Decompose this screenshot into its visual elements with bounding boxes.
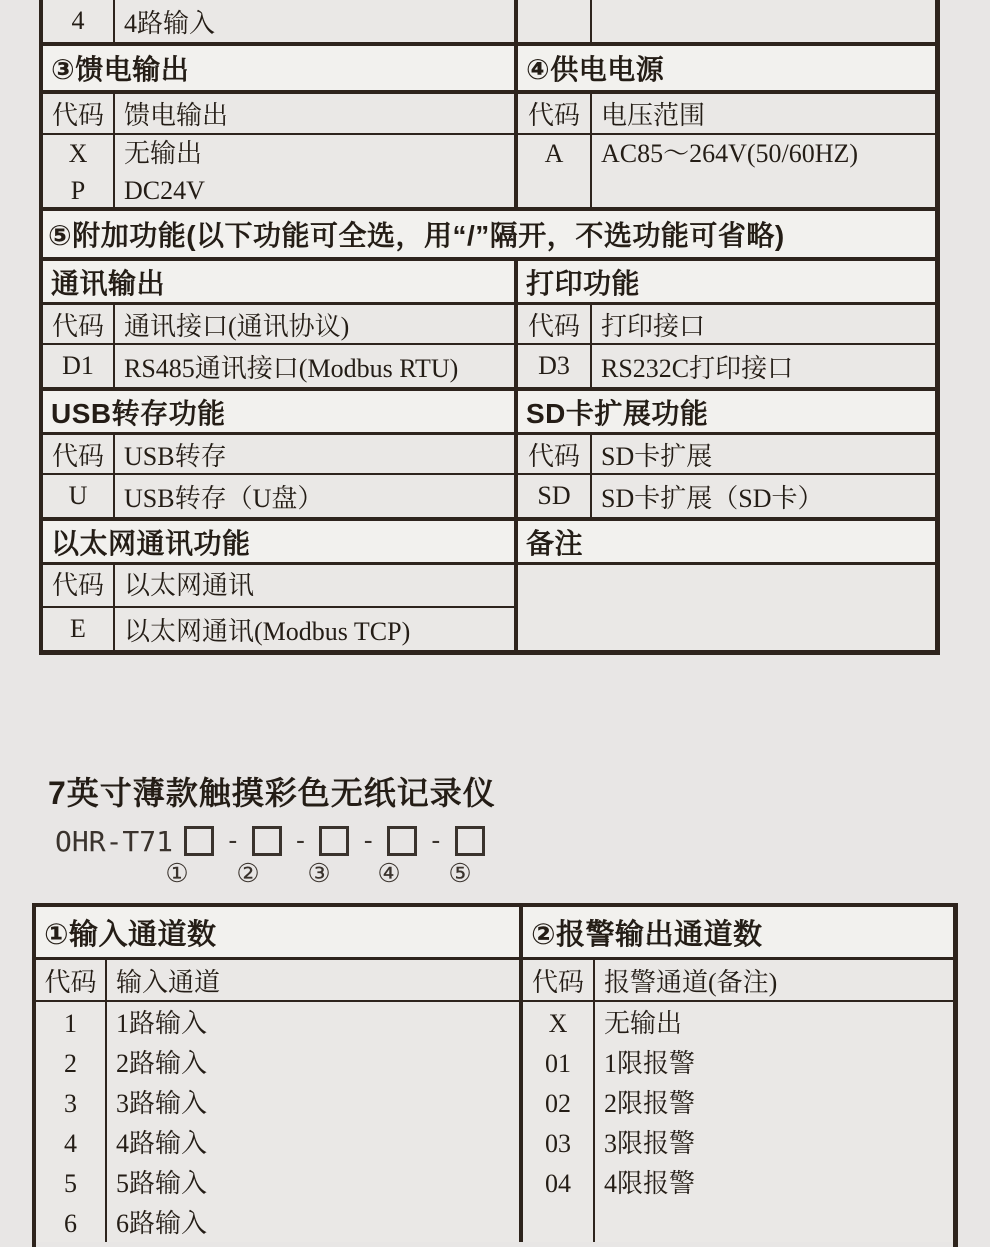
- section-title-feed-output: ③馈电输出: [51, 54, 190, 85]
- position-marker-1: ①: [165, 859, 189, 888]
- code-cell: D1: [62, 351, 94, 380]
- desc-cell: 1限报警: [604, 1049, 696, 1078]
- subsection-title-sd: SD卡扩展功能: [526, 397, 709, 429]
- desc-header: 通讯接口(通讯协议): [124, 311, 350, 341]
- data-row: [43, 606, 514, 650]
- desc-cell: RS485通讯接口(Modbus RTU): [124, 353, 459, 383]
- empty-desc-cell: [592, 0, 935, 42]
- model-prefix: OHR-T71: [55, 824, 174, 858]
- data-row-group: [36, 1000, 953, 1242]
- model-code-box-2: [252, 826, 282, 856]
- column-header-row: [43, 432, 935, 473]
- desc-cell: 1路输入: [116, 1009, 208, 1038]
- subsection-title-remark: 备注: [526, 527, 584, 559]
- desc-cell: 4路输入: [124, 8, 216, 38]
- model-dash: -: [427, 826, 444, 856]
- ordering-code-table-upper: [39, 0, 940, 655]
- section-title-input-channels: ①输入通道数: [44, 918, 217, 951]
- code-cell: 02: [545, 1089, 571, 1118]
- desc-header: 报警通道(备注): [604, 967, 778, 997]
- code-header: 代码: [51, 441, 104, 471]
- subsection-title-row: [43, 517, 935, 562]
- data-row-group: [43, 133, 935, 207]
- subsection-title-row: [43, 387, 935, 432]
- addon-header-row: [43, 207, 935, 257]
- desc-header: 以太网通讯: [124, 571, 255, 600]
- desc-cell: 5路输入: [116, 1169, 208, 1198]
- code-cell: 4: [71, 6, 85, 35]
- model-code-line: [55, 824, 485, 858]
- desc-cell: 4限报警: [604, 1169, 696, 1198]
- desc-cell: RS232C打印接口: [601, 353, 794, 383]
- desc-header: USB转存: [124, 441, 227, 471]
- code-header: 代码: [527, 311, 580, 341]
- desc-cell: 无输出: [604, 1009, 683, 1038]
- code-cell: X: [548, 1009, 568, 1038]
- code-cell: 2: [64, 1049, 77, 1078]
- desc-cell: 4路输入: [116, 1129, 208, 1158]
- desc-cell: 3路输入: [116, 1089, 208, 1118]
- subsection-title-ethernet: 以太网通讯功能: [51, 527, 251, 559]
- code-cell: 6: [64, 1209, 77, 1238]
- desc-cell: SD卡扩展（SD卡）: [601, 483, 824, 513]
- desc-cell: 2限报警: [604, 1089, 696, 1118]
- code-cell: 1: [64, 1009, 77, 1038]
- code-cell: 01: [545, 1049, 571, 1078]
- code-cell: 04: [545, 1169, 571, 1198]
- desc-header: 打印接口: [601, 311, 706, 341]
- code-cell: E: [70, 614, 86, 643]
- model-code-box-5: [455, 826, 485, 856]
- desc-header: SD卡扩展: [601, 441, 713, 471]
- subsection-title-row: [43, 257, 935, 302]
- subsection-title-comm-output: 通讯输出: [51, 267, 166, 299]
- column-header-row: [43, 90, 935, 133]
- section-title-row: [36, 907, 953, 957]
- product-title: 7英寸薄款触摸彩色无纸记录仪: [48, 775, 496, 811]
- data-row: [43, 473, 935, 517]
- position-marker-3: ③: [307, 859, 331, 888]
- ordering-code-table-lower: [32, 903, 958, 1247]
- code-cell: 4: [64, 1129, 77, 1158]
- addon-header-text: ⑤附加功能(以下功能可全选，用“/”隔开，不选功能可省略): [48, 220, 785, 251]
- code-cell: 03: [545, 1129, 571, 1158]
- code-cell: U: [68, 481, 88, 510]
- model-code-box-1: [184, 826, 214, 856]
- desc-header: 电压范围: [601, 101, 706, 130]
- code-cell: X: [68, 139, 88, 168]
- desc-cell: 2路输入: [116, 1049, 208, 1078]
- code-header: 代码: [531, 967, 584, 997]
- section-title-row: [43, 42, 935, 90]
- desc-cell: 6路输入: [116, 1209, 208, 1238]
- desc-cell: 无输出: [124, 139, 203, 168]
- code-cell: 5: [64, 1169, 77, 1198]
- code-cell: D3: [538, 351, 570, 380]
- position-marker-4: ④: [377, 859, 401, 888]
- desc-cell: 3限报警: [604, 1129, 696, 1158]
- code-cell: 3: [64, 1089, 77, 1118]
- position-marker-2: ②: [236, 859, 260, 888]
- ethernet-remark-rows: [43, 562, 935, 650]
- desc-header: 馈电输出: [124, 101, 229, 130]
- section-title-alarm-outputs: ②报警输出通道数: [531, 918, 763, 951]
- column-header-row: [36, 957, 953, 1000]
- desc-cell: AC85～264V(50/60HZ): [601, 139, 859, 168]
- code-header: 代码: [51, 571, 104, 600]
- code-header: 代码: [51, 311, 104, 341]
- code-header: 代码: [51, 101, 104, 130]
- model-code-box-4: [387, 826, 417, 856]
- column-header-row: [43, 302, 935, 343]
- model-dash: -: [360, 826, 376, 856]
- code-cell: A: [544, 139, 564, 168]
- code-header: 代码: [44, 967, 97, 997]
- position-marker-5: ⑤: [448, 859, 472, 888]
- table-row-partial: [43, 0, 935, 42]
- desc-cell: USB转存（U盘）: [124, 483, 324, 513]
- desc-cell: 以太网通讯(Modbus TCP): [124, 616, 411, 646]
- data-row: [43, 343, 935, 387]
- model-dash: -: [225, 826, 241, 856]
- code-cell: P: [70, 176, 86, 205]
- empty-code-cell: [518, 0, 592, 42]
- code-cell: SD: [537, 481, 571, 510]
- desc-header: 输入通道: [116, 967, 221, 997]
- subsection-title-print: 打印功能: [526, 267, 641, 299]
- subsection-title-usb: USB转存功能: [51, 397, 226, 429]
- code-header: 代码: [527, 101, 580, 130]
- section-title-power-supply: ④供电电源: [526, 54, 665, 85]
- column-header-row: [43, 565, 514, 606]
- desc-cell: DC24V: [124, 176, 205, 205]
- model-dash: -: [292, 826, 309, 856]
- remark-empty-cell: [518, 565, 935, 650]
- code-header: 代码: [527, 441, 580, 471]
- model-code-box-3: [319, 826, 349, 856]
